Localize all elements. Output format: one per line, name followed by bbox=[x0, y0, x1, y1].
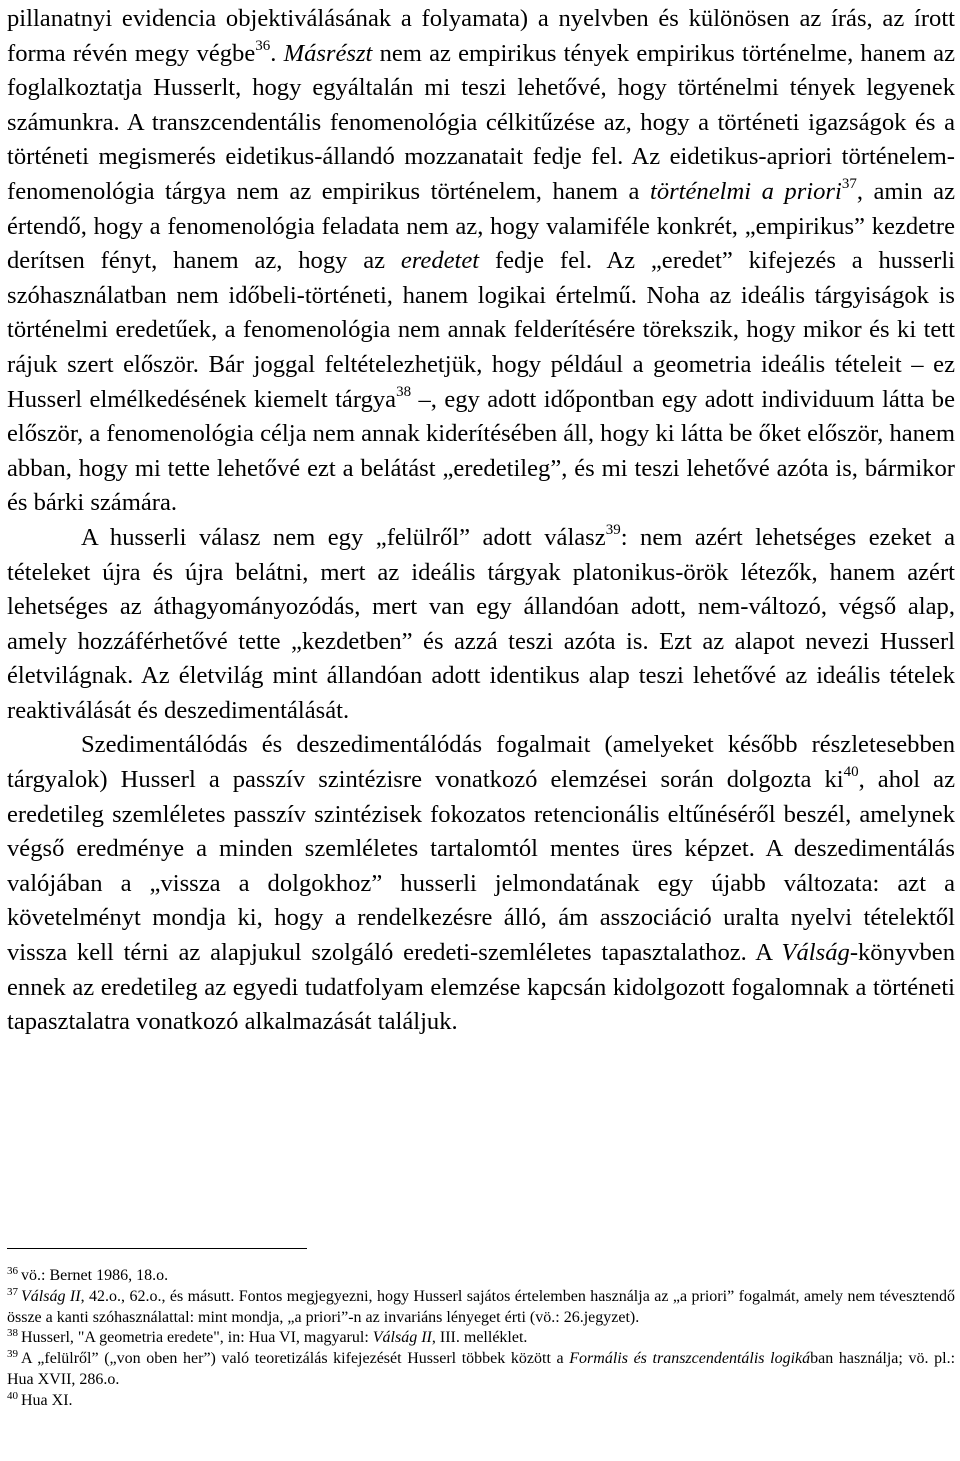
footnote-37 bbox=[7, 1287, 955, 1329]
footnote-39 bbox=[7, 1349, 955, 1391]
text-run: , ahol az eredetileg szemléletes passzív szintézisek fokozatos retencionális eltűnéséről beszél, amelynek végső eredménye a minden szemléletes tartalomtól mentes üres képzet. A deszedimentálás valójában a „vissza a dolgokhoz” husserli jelmondatának egy újabb változata: azt a követelményt mondja ki, hogy a rendelkezésre álló, ám asszociáció uralta nyelvi tételektől vissza kell térni az alapjukul szolgáló eredeti-szemléletes tapasztalathoz. A bbox=[7, 766, 955, 967]
text-run: –, egy adott időpontban egy adott individuum látta be először, a fenomenológia célja nem annak kiderítésében áll, hogy ki látta be őket először, hanem abban, hogy mi tette lehetővé ezt a belátást „eredetileg”, és mi teszi lehetővé azóta is, bármikor és bárki számára. bbox=[7, 385, 955, 517]
text-run: -könyvben ennek az eredetileg az egyedi tudatfolyam elemzése kapcsán kidolgozott fogalomnak a történeti tapasztalatra vonatkozó alkalmazását találjuk. bbox=[7, 939, 955, 1036]
footnotes bbox=[7, 1266, 955, 1412]
footnote-text: A „felülről” („von oben her”) való teoretizálás kifejezését Husserl többek között a bbox=[21, 1350, 570, 1368]
footnote-text: Hua XI. bbox=[21, 1391, 73, 1409]
footnote-number: 36 bbox=[7, 1265, 18, 1277]
footnote-text: , III. melléklet. bbox=[431, 1329, 528, 1347]
paragraph-2 bbox=[7, 521, 955, 729]
footnote-40 bbox=[7, 1391, 955, 1412]
footnote-ref-36: 36 bbox=[255, 37, 271, 54]
paragraph-1 bbox=[7, 2, 955, 521]
text-run: : nem azért lehetséges ezeket a tételeket újra és újra belátni, mert az ideális tárgyak platonikus-örök létezők, hanem azért lehetséges az áthagyományozódás, mert van egy állandóan adott, nem-változó, végső alap, amely hozzáférhetővé tette „kezdetben” és azzá teszi azóta is. Ezt az alapot nevezi Husserl életvilágnak. Az életvilág mint állandóan adott identikus alap teszi lehetővé az ideális tételek reaktiválását és deszedimentálását. bbox=[7, 523, 955, 724]
italic-term: Másrészt bbox=[283, 39, 373, 67]
italic-term: Válság bbox=[781, 939, 850, 967]
footnote-italic: Válság II bbox=[21, 1287, 81, 1305]
paragraph-3 bbox=[7, 728, 955, 1039]
footnote-36 bbox=[7, 1266, 955, 1287]
footnote-38 bbox=[7, 1328, 955, 1349]
footnote-text: , 42.o., 62.o., és másutt. Fontos megjegyezni, hogy Husserl sajátos értelemben használja az „a priori” fogalmát, amely nem tévesztendő össze a kanti szóhasználattal: mint mondja, „a priori”-n az invariáns lényeget érti (vö.: 26.jegyzet). bbox=[7, 1287, 955, 1326]
text-run: . bbox=[270, 39, 284, 67]
text-run: , amin az értendő, hogy a fenomenológia feladata nem az, hogy valamiféle konkrét, „empirikus” kezdetre derítsen fényt, hanem az, hogy az bbox=[7, 177, 956, 275]
text-run: fedje fel. Az „eredet” kifejezés a husserli szóhasználatban nem időbeli-történeti, hanem logikai értelmű. Noha az ideális tárgyiságok is történelmi eredetűek, a fenomenológia nem annak felderítésére törekszik, hogy mikor és ki tett rájuk szert először. Bár joggal feltételezhetjük, hogy például a geometria ideális tételeit – ez Husserl elmélkedésének kiemelt tárgya bbox=[7, 247, 955, 413]
italic-term: történelmi a priori bbox=[649, 177, 842, 205]
text-run: A husserli válasz nem egy „felülről” adott válasz bbox=[81, 523, 606, 551]
text-run: pillanatnyi evidencia objektiválásának a folyamata) a nyelvben és különösen az írás, az írott forma révén megy végbe bbox=[7, 5, 955, 67]
footnote-italic: Válság II bbox=[372, 1329, 432, 1347]
text-run: nem az empirikus tények empirikus történelme, hanem az foglalkoztatja Husserlt, hogy egyáltalán mi teszi lehetővé, hogy történelmi tények legyenek számunkra. A transzcendentális fenomenológia célkitűzése az, hogy a történeti igazságok és a történeti megismerés eidetikus-állandó mozzanatait fedje fel. Az eidetikus-apriori történelem-fenomenológia tárgya nem az empirikus történelem, hanem a bbox=[7, 39, 955, 205]
footnote-ref-38: 38 bbox=[396, 383, 412, 400]
footnote-separator bbox=[7, 1248, 307, 1249]
footnote-ref-40: 40 bbox=[843, 764, 859, 781]
document-page bbox=[7, 0, 955, 1040]
footnote-text: vö.: Bernet 1986, 18.o. bbox=[21, 1267, 169, 1284]
footnote-italic: Formális és transzcendentális logiká bbox=[569, 1350, 811, 1368]
italic-term: eredetet bbox=[400, 247, 480, 275]
footnote-ref-37: 37 bbox=[841, 175, 857, 192]
text-run: Szedimentálódás és deszedimentálódás fogalmait (amelyeket később részletesebben tárgyalok) Husserl a passzív szintézisre vonatkozó elemzései során dolgozta ki bbox=[7, 731, 955, 794]
footnote-text: Husserl, "A geometria eredete", in: Hua VI, magyarul: bbox=[21, 1329, 373, 1347]
footnote-number: 38 bbox=[7, 1327, 18, 1340]
footnote-ref-39: 39 bbox=[605, 521, 621, 538]
footnote-number: 37 bbox=[7, 1285, 18, 1298]
footnote-text: ban használja; vö. pl.: Hua XVII, 286.o. bbox=[7, 1350, 956, 1388]
footnote-number: 40 bbox=[7, 1389, 18, 1402]
footnote-number: 39 bbox=[7, 1348, 18, 1361]
